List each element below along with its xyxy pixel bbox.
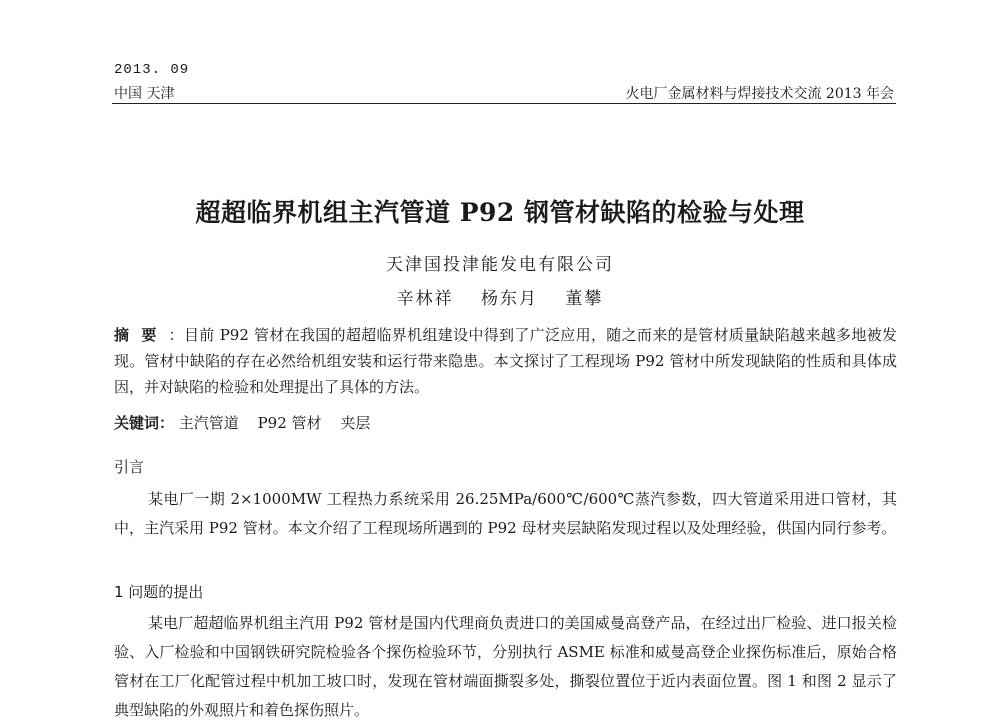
header-rule (112, 103, 896, 104)
keyword: P92 管材 (257, 414, 322, 432)
section-1-paragraph: 某电厂超超临界机组主汽用 P92 管材是国内代理商负责进口的美国威曼高登产品，在经过出厂检验、进口报关检验、入厂检验和中国钢铁研究院检验各个探伤检验环节，分别执行 ASME 标准和威曼高登企业探伤标准后，原始合格管材在工厂化配管过程中机加工坡口时，发现在管材端面撕裂多处，撕裂位置位于近内表面位置。图 1 和图 2 显示了典型缺陷的外观照片和着色探伤照片。 (114, 614, 897, 719)
section-heading-intro: 引言 (114, 458, 145, 476)
section-heading-1: 1 问题的提出 (114, 583, 204, 601)
header-date: 2013. 09 (114, 62, 190, 78)
abstract-colon: ： (168, 326, 184, 344)
keyword: 夹层 (340, 414, 371, 432)
abstract-label: 摘要 (114, 326, 169, 344)
author-name: 辛林祥 (396, 289, 454, 309)
header-conference: 火电厂金属材料与焊接技术交流 2013 年会 (625, 86, 894, 102)
author-list (0, 284, 1000, 309)
keywords-label: 关键词： (114, 414, 175, 432)
paper-title: 超超临界机组主汽管道 P92 钢管材缺陷的检验与处理 (195, 198, 805, 227)
header-place: 中国 天津 (114, 86, 175, 102)
abstract (114, 322, 897, 400)
author-name: 杨东月 (481, 289, 538, 309)
keywords (114, 412, 384, 433)
abstract-text: 目前 P92 管材在我国的超超临界机组建设中得到了广泛应用，随之而来的是管材质量缺陷越来越多地被发现。管材中缺陷的存在必然给机组安装和运行带来隐患。本文探讨了工程现场 P92 管材中所发现缺陷的性质和具体成因，并对缺陷的检验和处理提出了具体的方法。 (114, 326, 897, 396)
author-name: 董攀 (565, 289, 604, 309)
intro-paragraph: 某电厂一期 2×1000MW 工程热力系统采用 26.25MPa/600℃/600℃蒸汽参数，四大管道采用进口管材，其中，主汽采用 P92 管材。本文介绍了工程现场所遇到的 P92 母材夹层缺陷发现过程以及处理经验，供国内同行参考。 (114, 490, 897, 537)
affiliation: 天津国投津能发电有限公司 (386, 255, 614, 275)
keyword: 主汽管道 (178, 414, 239, 432)
